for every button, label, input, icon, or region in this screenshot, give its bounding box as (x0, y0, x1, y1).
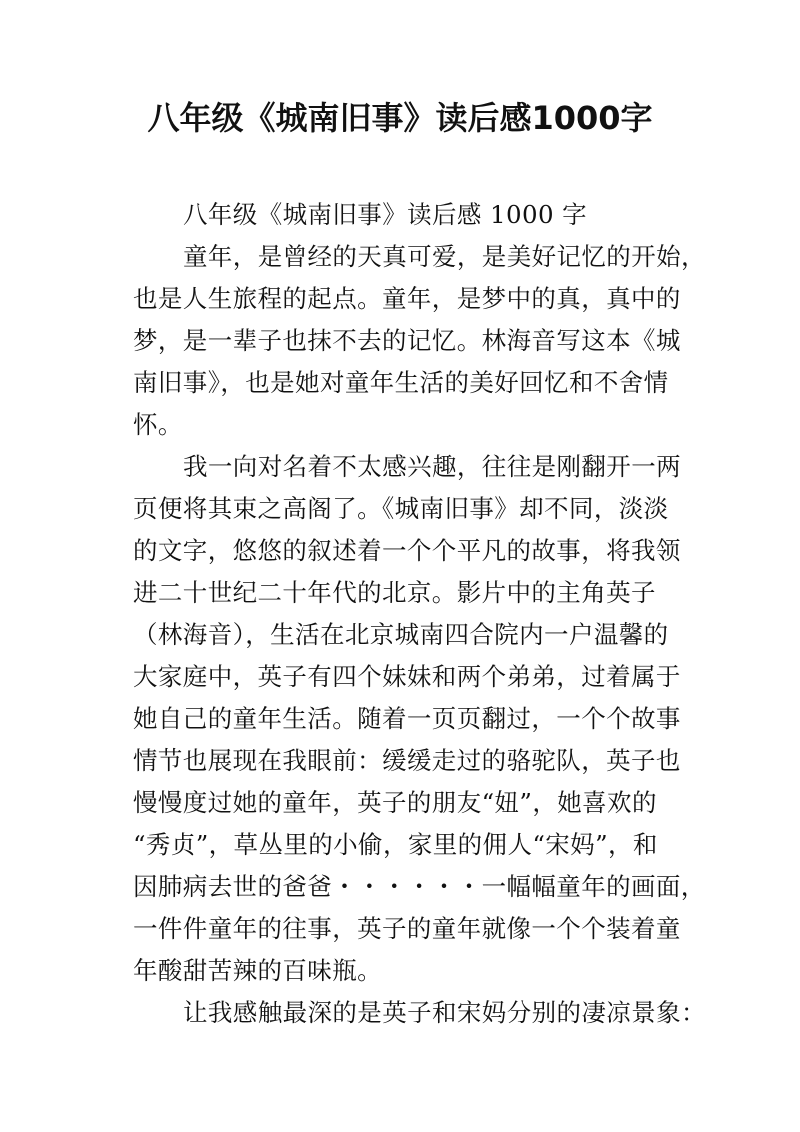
text-line: 她自己的童年生活。随着一页页翻过，一个个故事 (133, 704, 681, 733)
text-line: 怀。 (133, 410, 183, 439)
text-line: 也是人生旅程的起点。童年，是梦中的真，真中的 (133, 284, 681, 313)
text-line: （林海音），生活在北京城南四合院内一户温馨的 (133, 620, 669, 649)
document-title: 八年级《城南旧事》读后感1000字 (147, 99, 653, 137)
text-line: 让我感触最深的是英子和宋妈分别的凄凉景象： (183, 998, 706, 1027)
text-line: 情节也展现在我眼前：缓缓走过的骆驼队，英子也 (133, 746, 681, 775)
text-line: “秀贞”，草丛里的小偷，家里的佣人“宋妈”，和 (133, 830, 658, 859)
text-line: 我一向对名着不太感兴趣，往往是刚翻开一两 (183, 452, 681, 481)
text-line: 的文字，悠悠的叙述着一个个平凡的故事，将我领 (133, 536, 681, 565)
text-line: 一件件童年的往事，英子的童年就像一个个装着童 (133, 914, 681, 943)
text-line: 大家庭中，英子有四个妹妹和两个弟弟，过着属于 (133, 662, 681, 691)
text-line: 童年，是曾经的天真可爱，是美好记忆的开始， (183, 242, 706, 271)
text-line: 慢慢度过她的童年，英子的朋友“妞”，她喜欢的 (133, 788, 657, 817)
text-line: 页便将其束之高阁了。《城南旧事》却不同，淡淡 (133, 494, 669, 523)
document-body (133, 194, 706, 1034)
text-line: 八年级《城南旧事》读后感 1000 字 (183, 200, 588, 229)
text-line: 因肺病去世的爸爸・・・・・・一幅幅童年的画面， (133, 872, 706, 901)
text-line: 年酸甜苦辣的百味瓶。 (133, 956, 382, 985)
text-line: 梦，是一辈子也抹不去的记忆。林海音写这本《城 (133, 326, 681, 355)
text-line: 进二十世纪二十年代的北京。影片中的主角英子 (133, 578, 656, 607)
text-line: 南旧事》，也是她对童年生活的美好回忆和不舍情 (133, 368, 669, 397)
